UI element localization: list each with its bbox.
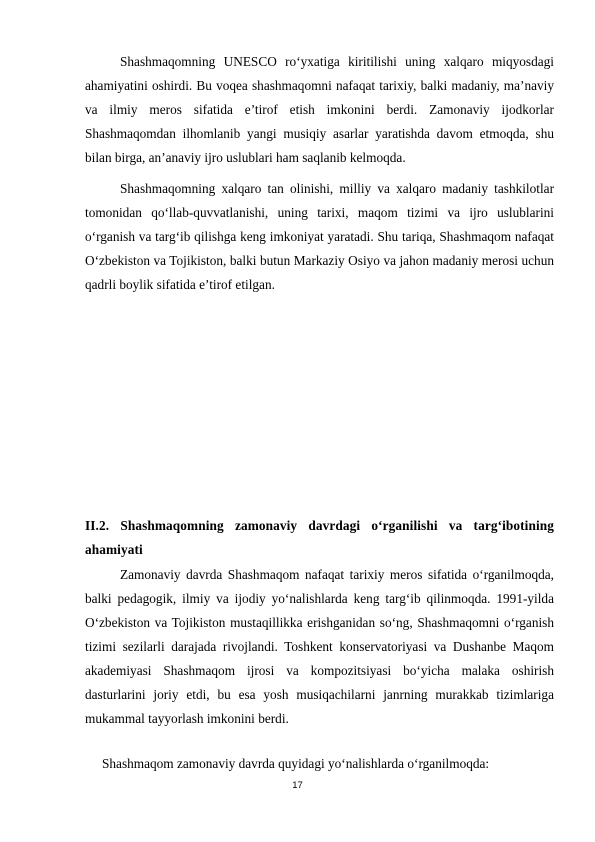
paragraph-unesco-significance: Shashmaqomning UNESCO ro‘yxatiga kiritilishi uning xalqaro miqyosdagi ahamiyatini oshirdi. Bu voqea shashmaqomni nafaqat tarixiy, balki madaniy, ma’naviy va ilmiy meros sifatida e’tirof etish imkonini berdi. Zamonaviy ijodkorlar Shashmaqomdan ilhomlanib yangi musiqiy asarlar yaratishda davom etmoqda, shu bilan birga, an’anaviy ijro uslublari ham saqlanib kelmoqda. xyxy=(85,54,554,165)
page-number: 17 xyxy=(292,780,303,791)
closing-line: Shashmaqom zamonaviy davrda quyidagi yo‘nalishlarda o‘rganilmoqda: xyxy=(102,756,490,771)
paragraph-modern-study: Zamonaviy davrda Shashmaqom nafaqat tarixiy meros sifatida o‘rganilmoqda, balki pedagogik, ilmiy va ijodiy yo‘nalishlarda keng targ‘ib qilinmoqda. 1991-yilda O‘zbekiston va Tojikiston mustaqillikka erishganidan so‘ng, Shashmaqomni o‘rganish tizimi sezilarli darajada rivojlandi. Toshkent konservatoriyasi va Dushanbe Maqom akademiyasi Shashmaqom ijrosi va kompozitsiyasi bo‘yicha malaka oshirish dasturlarini joriy etdi, bu esa yosh musiqachilarni janrning murakkab tizimlariga mukammal tayyorlash imkonini berdi. xyxy=(85,567,554,726)
section-heading: II.2. Shashmaqomning zamonaviy davrdagi o‘rganilishi va targ‘ibotining ahamiyati xyxy=(85,518,554,557)
paragraph-international-recognition: Shashmaqomning xalqaro tan olinishi, milliy va xalqaro madaniy tashkilotlar tomonidan qo‘llab-quvvatlanishi, uning tarixi, maqom tizimi va ijro uslublarini o‘rganish va targ‘ib qilishga keng imkoniyat yaratadi. Shu tariqa, Shashmaqom nafaqat O‘zbekiston va Tojikiston, balki butun Markaziy Osiyo va jahon madaniy merosi uchun qadrli boylik sifatida e’tirof etilgan. xyxy=(85,181,554,292)
